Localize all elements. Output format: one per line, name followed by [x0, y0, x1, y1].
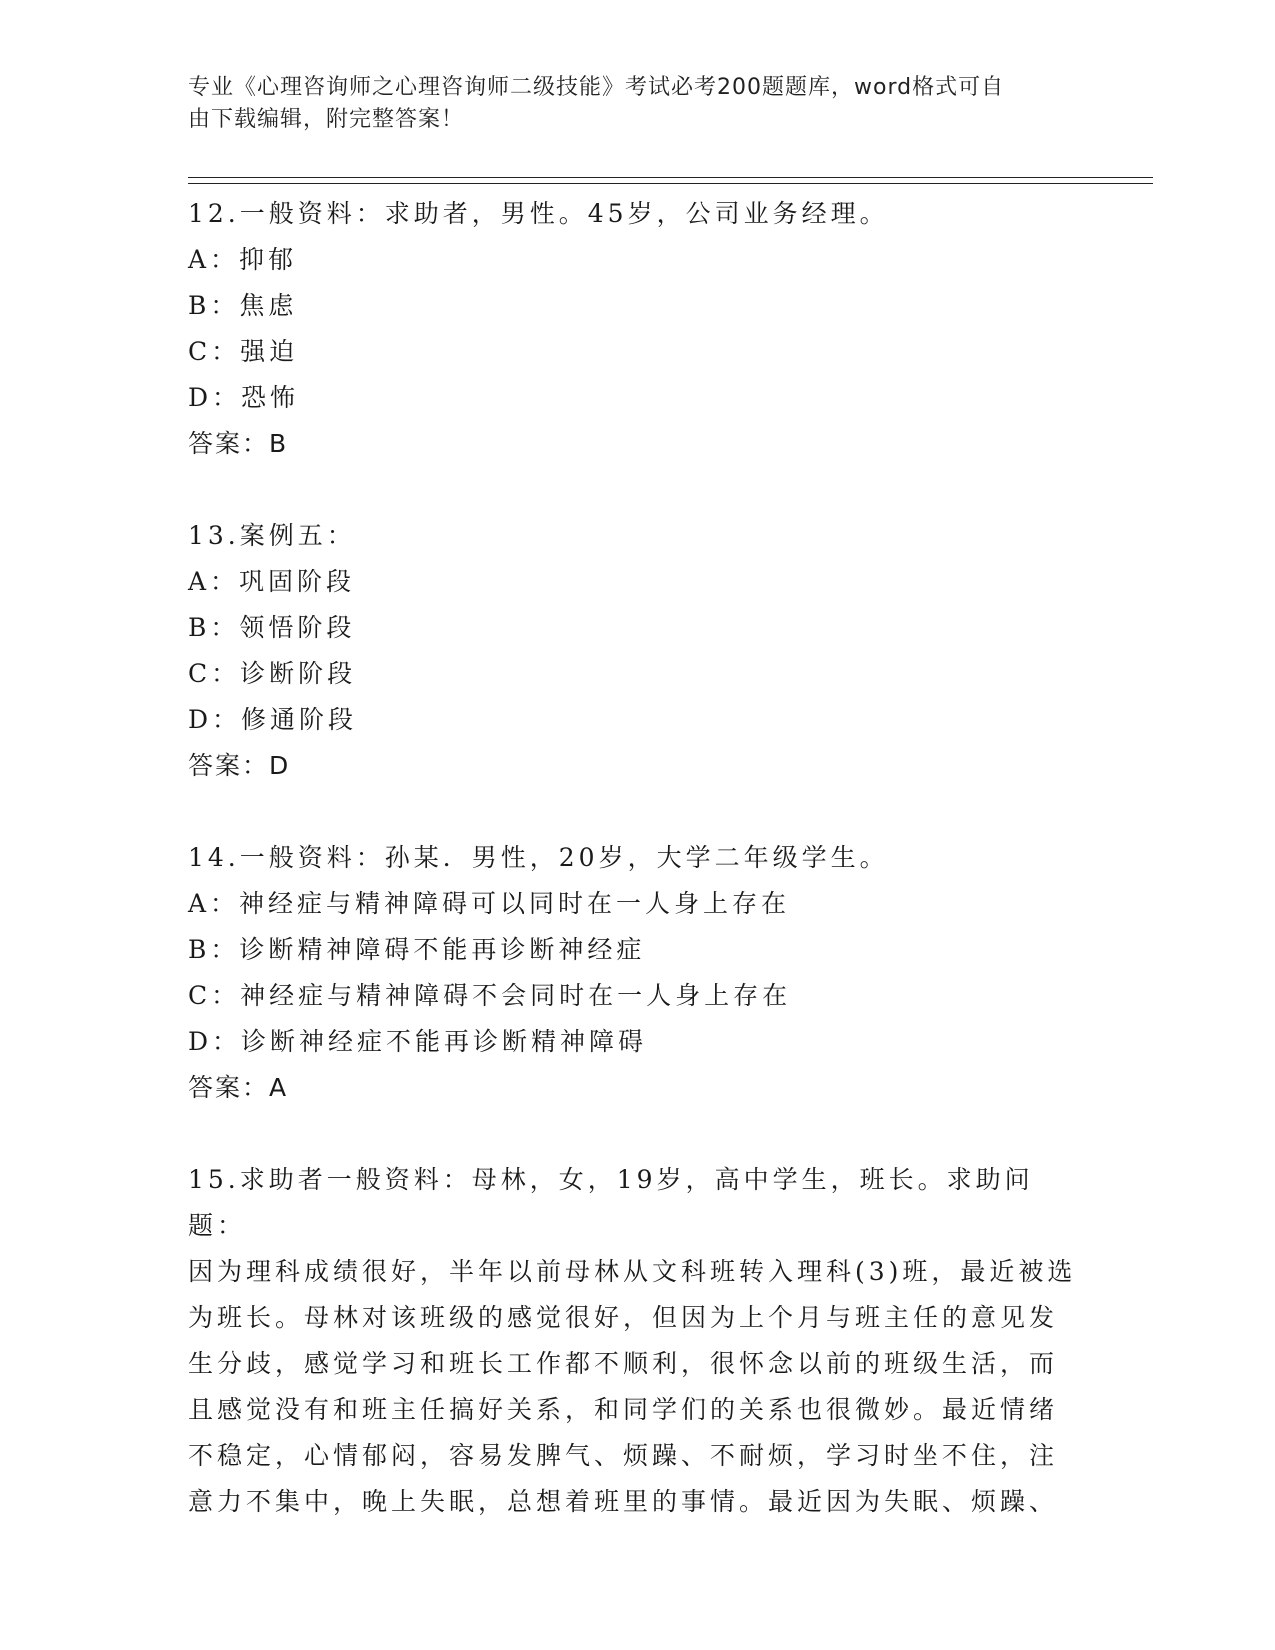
question-15-line-4: 生分歧，感觉学习和班长工作都不顺利，很怀念以前的班级生活，而 [188, 1349, 1059, 1378]
question-15 [188, 1157, 1088, 1525]
question-13 [188, 513, 1088, 789]
option-a: A：抑郁 [188, 245, 298, 274]
answer: 答案：B [188, 429, 289, 458]
document-header [188, 72, 1068, 136]
header-line-1: 专业《心理咨询师之心理咨询师二级技能》考试必考200题题库，word格式可自 [188, 75, 1005, 100]
question-stem: 12.一般资料：求助者，男性。45岁，公司业务经理。 [188, 199, 889, 228]
question-stem: 14.一般资料：孙某．男性，20岁，大学二年级学生。 [188, 843, 889, 872]
option-a: A：神经症与精神障碍可以同时在一人身上存在 [188, 889, 791, 918]
answer: 答案：D [188, 751, 291, 780]
question-15-line-6: 不稳定，心情郁闷，容易发脾气、烦躁、不耐烦，学习时坐不住，注 [188, 1441, 1059, 1470]
option-b: B：诊断精神障碍不能再诊断神经症 [188, 935, 646, 964]
question-15-line-1: 15.求助者一般资料：母林，女，19岁，高中学生，班长。求助问题： [188, 1165, 1034, 1240]
option-d: D：诊断神经症不能再诊断精神障碍 [188, 1027, 648, 1056]
header-line-2: 由下载编辑，附完整答案！ [188, 107, 465, 132]
header-divider-top [188, 177, 1153, 178]
option-b: B：领悟阶段 [188, 613, 356, 642]
header-divider-bottom [188, 183, 1153, 184]
question-14 [188, 835, 1088, 1111]
option-a: A：巩固阶段 [188, 567, 356, 596]
question-15-line-7: 意力不集中，晚上失眠，总想着班里的事情。最近因为失眠、烦躁、 [188, 1487, 1059, 1516]
option-c: C：神经症与精神障碍不会同时在一人身上存在 [188, 981, 792, 1010]
question-stem: 13.案例五： [188, 521, 356, 550]
question-list [188, 191, 1088, 1571]
option-c: C：强迫 [188, 337, 299, 366]
question-12 [188, 191, 1088, 467]
option-b: B：焦虑 [188, 291, 298, 320]
question-15-line-2: 因为理科成绩很好，半年以前母林从文科班转入理科(3)班，最近被选 [188, 1257, 1077, 1286]
answer: 答案：A [188, 1073, 289, 1102]
question-15-line-5: 且感觉没有和班主任搞好关系，和同学们的关系也很微妙。最近情绪 [188, 1395, 1059, 1424]
option-c: C：诊断阶段 [188, 659, 357, 688]
option-d: D：恐怖 [188, 383, 300, 412]
option-d: D：修通阶段 [188, 705, 358, 734]
question-15-line-3: 为班长。母林对该班级的感觉很好，但因为上个月与班主任的意见发 [188, 1303, 1059, 1332]
